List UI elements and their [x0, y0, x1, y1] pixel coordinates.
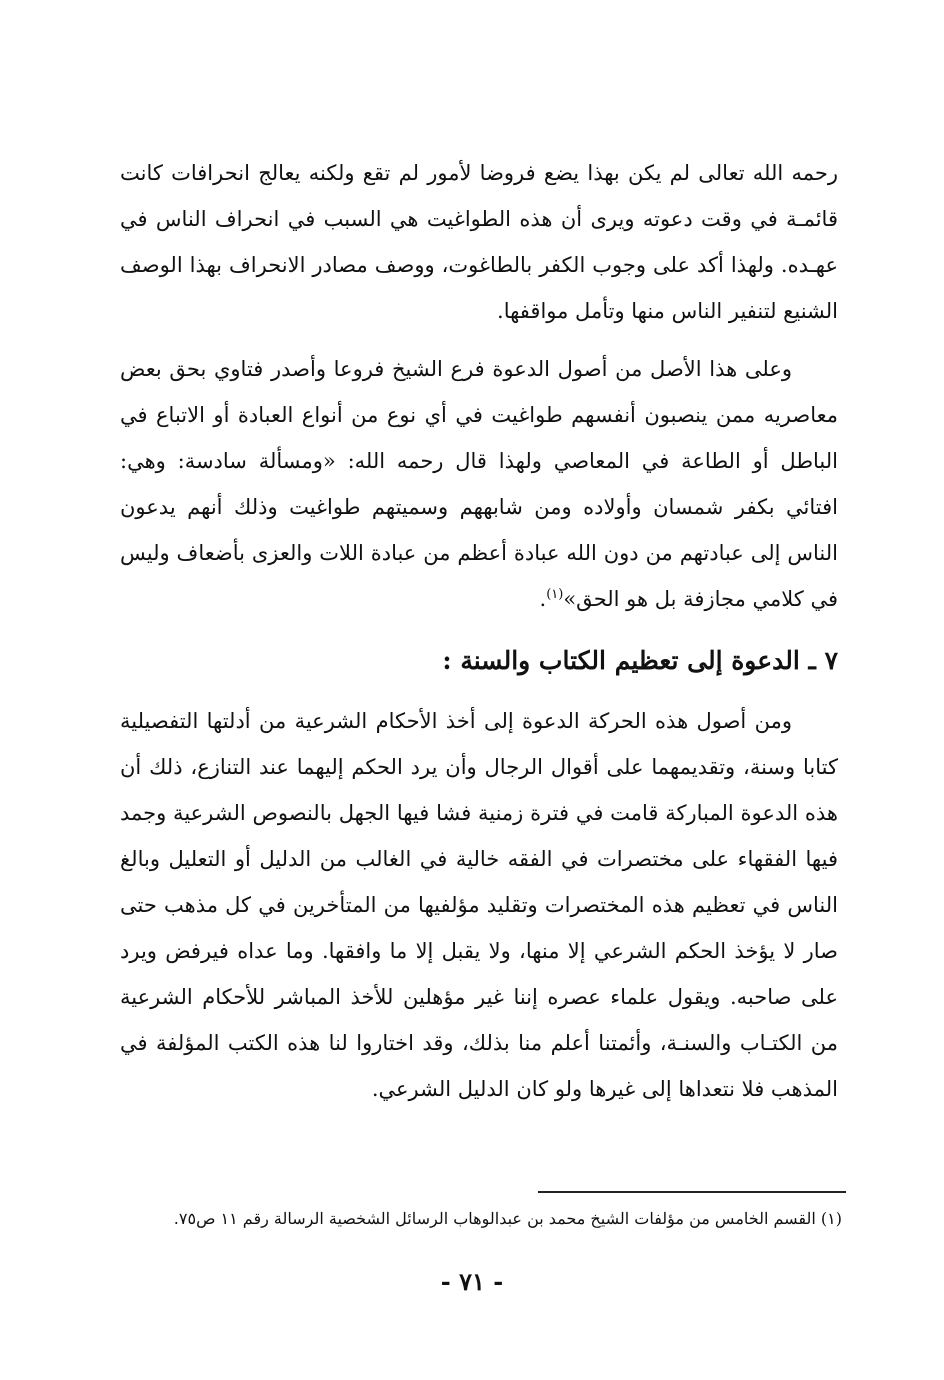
- paragraph-2-end: .: [539, 587, 547, 611]
- page-number: - ٧١ -: [440, 1267, 504, 1296]
- paragraph-2: [120, 346, 838, 622]
- paragraph-2-text: وعلى هذا الأصل من أصول الدعوة فرع الشيخ فروعا وأصدر فتاوي بحق بعض معاصريه ممن ينصبون أنفسهم طواغيت في أي نوع من أنواع العبادة أو الاتباع في الباطل أو الطاعة في المعاصي ولهذا قال رحمه الله: «ومسألة سادسة: وهي: افتائي بكفر شمسان وأولاده ومن شابههم وسميتهم طواغيت وذلك أنهم يدعون الناس إلى عبادتهم من دون الله عبادة أعظم من عبادة اللات والعزى بأضعاف وليس في كلامي مجازفة بل هو الحق»: [120, 357, 838, 611]
- paragraph-3: ومن أصول هذه الحركة الدعوة إلى أخذ الأحكام الشرعية من أدلتها التفصيلية كتابا وسنة، وتقديمهما على أقوال الرجال وأن يرد الحكم إليهما عند التنازع، ذلك أن هذه الدعوة المباركة قامت في فترة زمنية فشا فيها الجهل بالنصوص الشرعية وجمد فيها الفقهاء على مختصرات في الفقه خالية في الغالب من الدليل أو التعليل وبالغ الناس في تعظيم هذه المختصرات وتقليد مؤلفيها من المتأخرين في كل مذهب حتى صار لا يؤخذ الحكم الشرعي إلا منها، ولا يقبل إلا ما وافقها. وما عداه فيرفض ويرد على صاحبه. ويقول علماء عصره إننا غير مؤهلين للأخذ المباشر للأحكام الشرعية من الكتـاب والسنـة، وأئمتنا أعلم منا بذلك، وقد اختاروا لنا هذه الكتب المؤلفة في المذهب فلا نتعداها إلى غيرها ولو كان الدليل الشرعي.: [120, 709, 838, 1101]
- paragraph-1: رحمه الله تعالى لم يكن بهذا يضع فروضا لأمور لم تقع ولكنه يعالج انحرافات كانت قائمـة في وقت دعوته ويرى أن هذه الطواغيت هي السبب في انحراف الناس في عهـده. ولهذا أكد على وجوب الكفر بالطاغوت، ووصف مصادر الانحراف بهذا الوصف الشنيع لتنفير الناس منها وتأمل مواقفها.: [120, 161, 838, 323]
- section-heading: ٧ ـ الدعوة إلى تعظيم الكتاب والسنة :: [442, 646, 838, 675]
- footnote: (١) القسم الخامس من مؤلفات الشيخ محمد بن عبدالوهاب الرسائل الشخصية الرسالة رقم ١١ ص٧٥.: [173, 1209, 842, 1228]
- footnote-reference: (١): [546, 587, 564, 602]
- footnote-divider: [538, 1191, 846, 1193]
